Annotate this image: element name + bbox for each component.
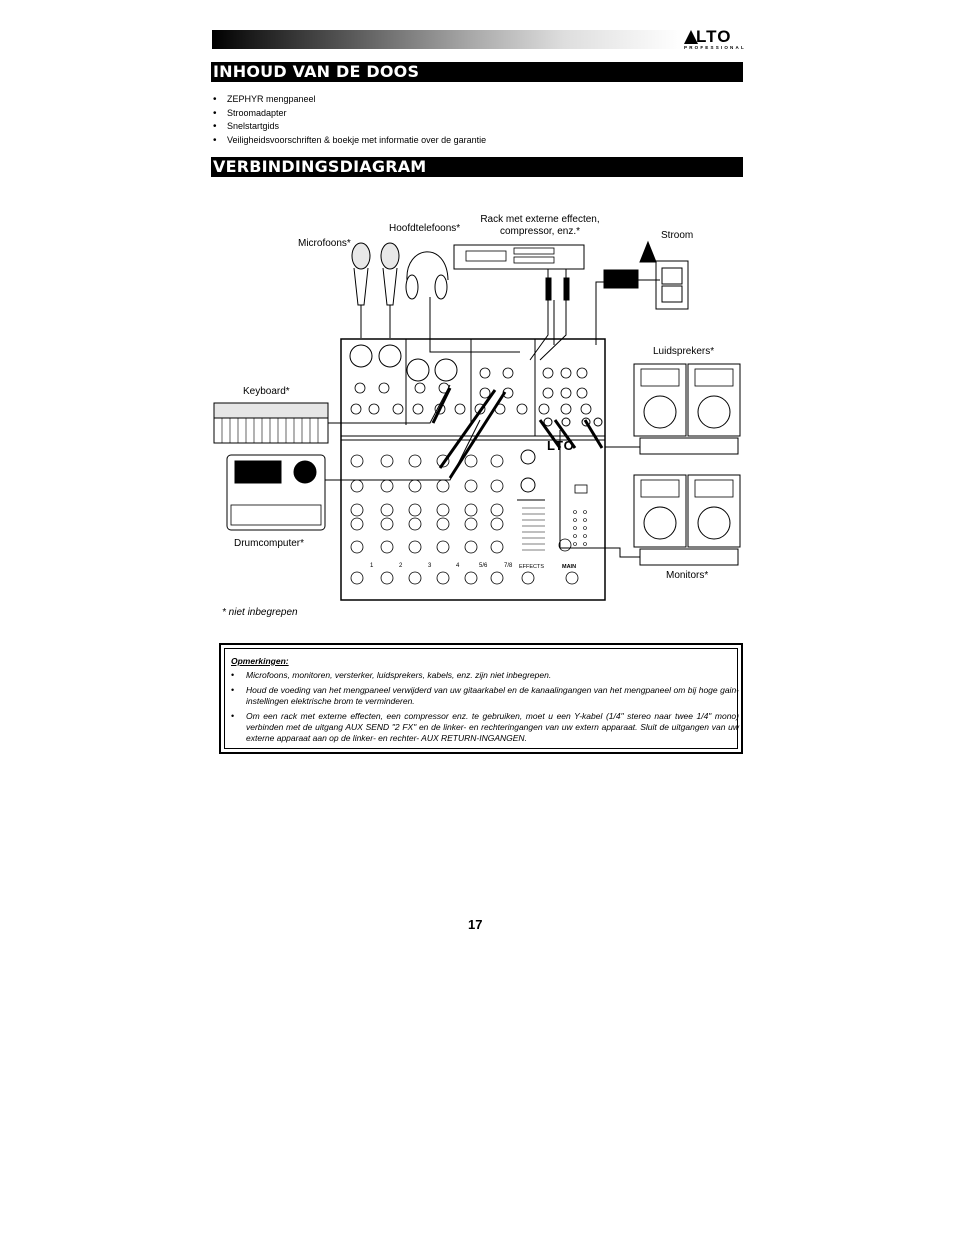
section-title-connection-diagram: VERBINDINGSDIAGRAM xyxy=(211,157,743,177)
list-item: • Om een rack met externe effecten, een compressor enz. te gebruiken, moet u een Y-kabel (1/4" stereo naar twee 1/4" mono) verbinden met de uitgang AUX SEND "2 FX" en de linker- en rechteringangen van uw extern apparaat. Sluit de uitgangen van uw externe apparaat aan op de linker- en rechter- AUX RETURN-INGANGEN. xyxy=(229,711,739,744)
label-headphones: Hoofdtelefoons* xyxy=(389,223,461,234)
power-adapter xyxy=(596,242,688,345)
label-power: Stroom xyxy=(661,230,694,241)
label-rack-line2: compressor, enz.* xyxy=(499,226,581,237)
logo-wordmark: LTO xyxy=(696,27,732,46)
speakers xyxy=(605,364,740,454)
label-drum-machine: Drumcomputer* xyxy=(234,538,305,549)
footnote: * niet inbegrepen xyxy=(222,607,298,618)
mixer-channel-label: 3 xyxy=(428,563,432,569)
label-microphones: Microfoons* xyxy=(298,238,351,249)
list-item: • Veiligheidsvoorschriften & boekje met informatie over de garantie xyxy=(213,134,486,148)
mixer-channel-label: 4 xyxy=(456,563,460,569)
mixer-main-label: MAIN xyxy=(562,564,577,570)
list-item: • ZEPHYR mengpaneel xyxy=(213,93,486,107)
label-rack-line1: Rack met externe effecten, xyxy=(480,214,600,225)
microphones xyxy=(352,243,399,338)
list-item: • Snelstartgids xyxy=(213,120,486,134)
mixer-effects-label: EFFECTS xyxy=(519,564,545,570)
notes-inner-border xyxy=(224,648,738,749)
list-item: • Houd de voeding van het mengpaneel verwijderd van uw gitaarkabel en de kanaalingangen van het mengpaneel om bij hoge gain-instellingen elektrische brom te verminderen. xyxy=(229,685,739,707)
notes-list xyxy=(229,670,739,748)
list-item: • Stroomadapter xyxy=(213,107,486,121)
notes-title: Opmerkingen: xyxy=(231,656,289,666)
list-item: • Microfoons, monitoren, versterker, luidsprekers, kabels, enz. zijn niet inbegrepen. xyxy=(229,670,739,681)
logo-tagline: PROFESSIONAL xyxy=(684,45,746,50)
mixer-channel-label: 7/8 xyxy=(504,563,513,569)
mixer-channel-label: 5/6 xyxy=(479,563,488,569)
section-title-box-contents: INHOUD VAN DE DOOS xyxy=(211,62,743,82)
label-keyboard: Keyboard* xyxy=(243,386,290,397)
mixer-channel-label: 1 xyxy=(370,563,374,569)
mixer-channel-label: 2 xyxy=(399,563,403,569)
label-monitors: Monitors* xyxy=(666,570,709,581)
page-number: 17 xyxy=(468,917,483,932)
label-rack xyxy=(470,214,610,238)
mixer-brand: LTO xyxy=(547,438,575,453)
label-speakers: Luidsprekers* xyxy=(653,346,715,357)
notes-box xyxy=(219,643,743,754)
